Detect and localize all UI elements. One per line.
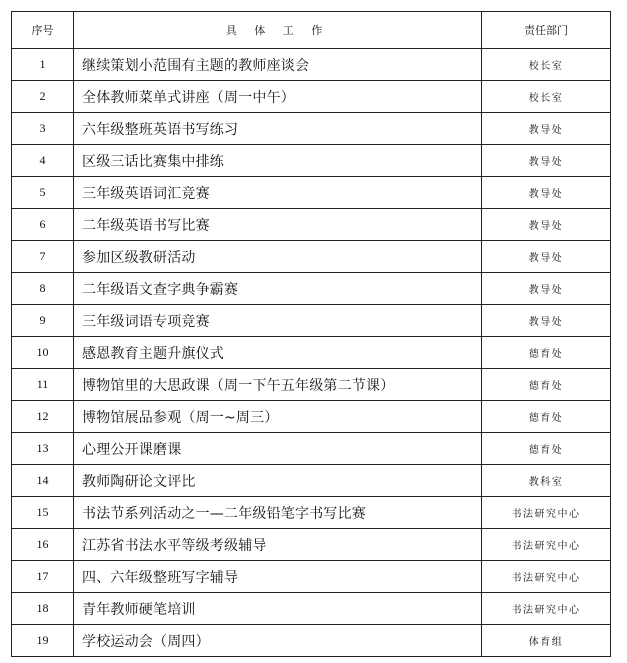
row-task: 区级三话比赛集中排练 bbox=[74, 145, 482, 177]
row-number: 3 bbox=[12, 113, 74, 145]
table-row bbox=[12, 209, 611, 241]
row-department: 教导处 bbox=[482, 241, 611, 273]
row-task: 二年级英语书写比赛 bbox=[74, 209, 482, 241]
row-task: 博物馆展品参观（周一~周三） bbox=[74, 401, 482, 433]
row-task: 二年级语文查字典争霸赛 bbox=[74, 273, 482, 305]
row-department: 教导处 bbox=[482, 113, 611, 145]
work-schedule-table bbox=[11, 11, 611, 657]
row-number: 7 bbox=[12, 241, 74, 273]
row-department: 德育处 bbox=[482, 369, 611, 401]
table-row bbox=[12, 465, 611, 497]
row-department: 教导处 bbox=[482, 305, 611, 337]
table-header bbox=[12, 12, 611, 49]
table-row bbox=[12, 145, 611, 177]
table-row bbox=[12, 305, 611, 337]
row-department: 教导处 bbox=[482, 177, 611, 209]
row-department: 书法研究中心 bbox=[482, 497, 611, 529]
row-task: 参加区级教研活动 bbox=[74, 241, 482, 273]
table-body bbox=[12, 49, 611, 657]
table-row bbox=[12, 401, 611, 433]
row-task: 继续策划小范围有主题的教师座谈会 bbox=[74, 49, 482, 81]
row-task: 学校运动会（周四） bbox=[74, 625, 482, 657]
row-department: 书法研究中心 bbox=[482, 529, 611, 561]
row-number: 2 bbox=[12, 81, 74, 113]
table-row bbox=[12, 561, 611, 593]
table-row bbox=[12, 433, 611, 465]
row-number: 11 bbox=[12, 369, 74, 401]
row-number: 19 bbox=[12, 625, 74, 657]
row-number: 16 bbox=[12, 529, 74, 561]
row-number: 9 bbox=[12, 305, 74, 337]
row-number: 4 bbox=[12, 145, 74, 177]
row-number: 10 bbox=[12, 337, 74, 369]
row-department: 教导处 bbox=[482, 209, 611, 241]
row-number: 6 bbox=[12, 209, 74, 241]
row-department: 体育组 bbox=[482, 625, 611, 657]
header-row bbox=[12, 12, 611, 49]
row-number: 8 bbox=[12, 273, 74, 305]
table-row bbox=[12, 369, 611, 401]
table-row bbox=[12, 177, 611, 209]
table-row bbox=[12, 529, 611, 561]
table-row bbox=[12, 273, 611, 305]
row-department: 教导处 bbox=[482, 145, 611, 177]
table-row bbox=[12, 593, 611, 625]
table-row bbox=[12, 241, 611, 273]
table-row bbox=[12, 337, 611, 369]
row-task: 三年级英语词汇竞赛 bbox=[74, 177, 482, 209]
table-row bbox=[12, 625, 611, 657]
table-row bbox=[12, 113, 611, 145]
row-department: 教导处 bbox=[482, 273, 611, 305]
row-task: 书法节系列活动之一—二年级铅笔字书写比赛 bbox=[74, 497, 482, 529]
table-row bbox=[12, 81, 611, 113]
row-number: 1 bbox=[12, 49, 74, 81]
row-department: 德育处 bbox=[482, 337, 611, 369]
row-number: 18 bbox=[12, 593, 74, 625]
header-number: 序号 bbox=[12, 12, 74, 49]
row-number: 5 bbox=[12, 177, 74, 209]
row-number: 12 bbox=[12, 401, 74, 433]
row-task: 四、六年级整班写字辅导 bbox=[74, 561, 482, 593]
row-department: 书法研究中心 bbox=[482, 561, 611, 593]
row-task: 六年级整班英语书写练习 bbox=[74, 113, 482, 145]
row-task: 教师陶研论文评比 bbox=[74, 465, 482, 497]
row-number: 13 bbox=[12, 433, 74, 465]
row-department: 校长室 bbox=[482, 81, 611, 113]
row-task: 青年教师硬笔培训 bbox=[74, 593, 482, 625]
row-department: 校长室 bbox=[482, 49, 611, 81]
row-task: 感恩教育主题升旗仪式 bbox=[74, 337, 482, 369]
row-department: 德育处 bbox=[482, 433, 611, 465]
row-department: 教科室 bbox=[482, 465, 611, 497]
table-row bbox=[12, 49, 611, 81]
row-department: 德育处 bbox=[482, 401, 611, 433]
row-task: 全体教师菜单式讲座（周一中午） bbox=[74, 81, 482, 113]
row-department: 书法研究中心 bbox=[482, 593, 611, 625]
row-number: 15 bbox=[12, 497, 74, 529]
header-department: 责任部门 bbox=[482, 12, 611, 49]
row-task: 博物馆里的大思政课（周一下午五年级第二节课） bbox=[74, 369, 482, 401]
table-row bbox=[12, 497, 611, 529]
header-task: 具 体 工 作 bbox=[74, 12, 482, 49]
row-number: 14 bbox=[12, 465, 74, 497]
row-task: 三年级词语专项竞赛 bbox=[74, 305, 482, 337]
row-number: 17 bbox=[12, 561, 74, 593]
row-task: 江苏省书法水平等级考级辅导 bbox=[74, 529, 482, 561]
row-task: 心理公开课磨课 bbox=[74, 433, 482, 465]
